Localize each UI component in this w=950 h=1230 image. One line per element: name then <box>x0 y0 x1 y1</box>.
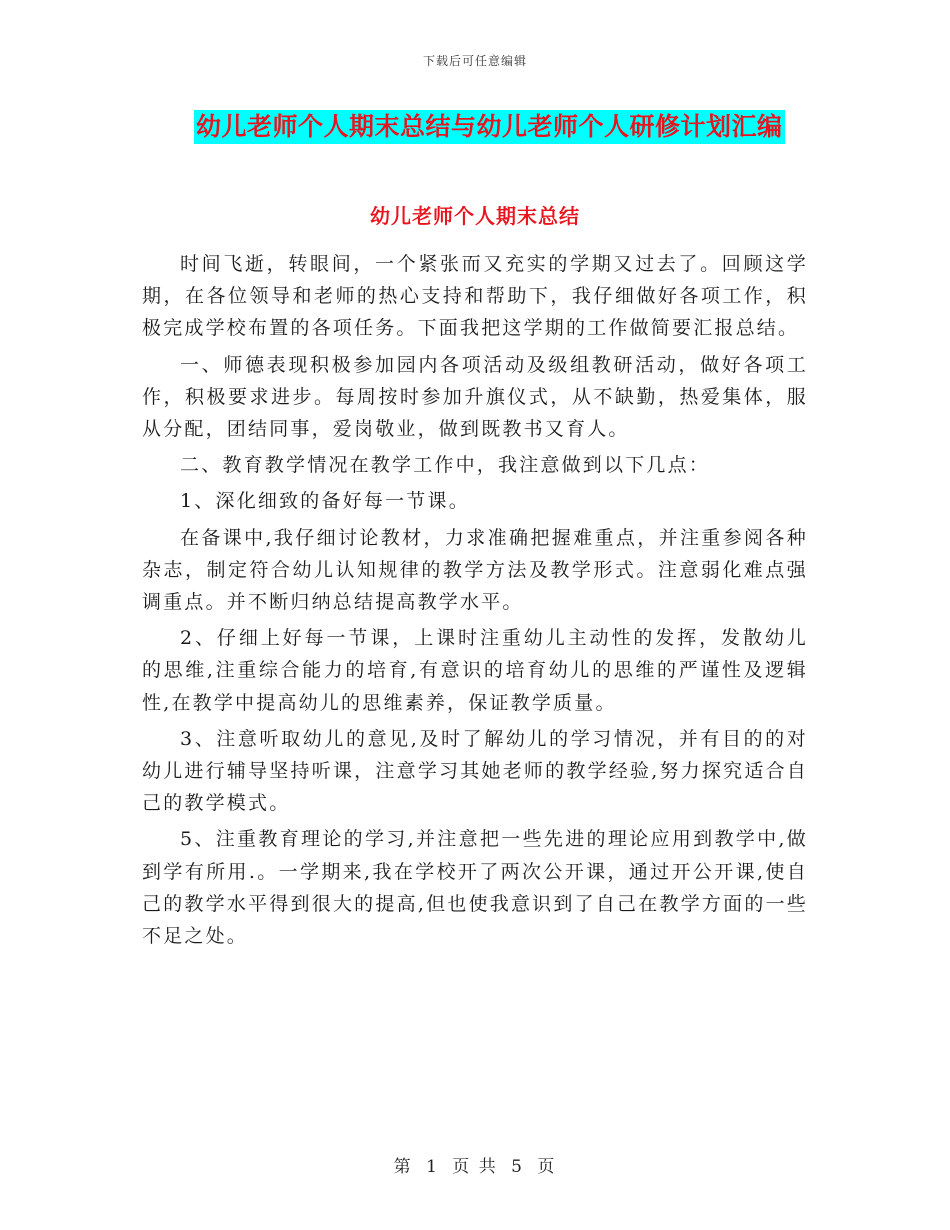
footer-middle: 页 共 <box>452 1157 498 1177</box>
header-note: 下载后可任意编辑 <box>422 54 527 68</box>
footer-suffix: 页 <box>537 1157 557 1177</box>
paragraph-intro: 时间飞逝，转眼间，一个紧张而又充实的学期又过去了。回顾这学期，在各位领导和老师的热心支持和帮助下，我仔细做好各项工作，积极完成学校布置的各项任务。下面我把这学期的工作做简要汇报总结。 <box>142 253 808 340</box>
paragraph-ethics: 一、师德表现积极参加园内各项活动及级组教研活动，做好各项工作，积极要求进步。每周按时参加升旗仪式，从不缺勤，热爱集体，服从分配，团结同事，爱岗敬业，做到既教书又育人。 <box>142 353 808 441</box>
paragraph-point-5: 5、注重教育理论的学习,并注意把一些先进的理论应用到教学中,做到学有所用.。一学期来,我在学校开了两次公开课，通过开公开课,使自己的教学水平得到很大的提高,但也使我意识到了自己在教学方面的一些不足之处。 <box>142 828 808 948</box>
paragraph-point-1: 1、深化细致的备好每一节课。 <box>180 490 470 513</box>
main-title-container <box>194 110 802 144</box>
page-footer <box>0 1152 950 1177</box>
paragraph-point-3: 3、注意听取幼儿的意见,及时了解幼儿的学习情况，并有目的的对幼儿进行辅导坚持听课，注意学习其她老师的教学经验,努力探究适合自己的教学模式。 <box>142 727 808 815</box>
section-title: 幼儿老师个人期末总结 <box>370 204 580 228</box>
paragraph-lesson-prep: 在备课中,我仔细讨论教材，力求准确把握难重点，并注重参阅各种杂志，制定符合幼儿认知规律的教学方法及教学形式。注意弱化难点强调重点。并不断归纳总结提高教学水平。 <box>142 526 808 614</box>
footer-prefix: 第 <box>393 1157 413 1177</box>
paragraph-teaching-heading: 二、教育教学情况在教学工作中，我注意做到以下几点： <box>180 454 711 477</box>
main-title: 幼儿老师个人期末总结与幼儿老师个人研修计划汇编 <box>194 110 785 144</box>
footer-total-pages: 5 <box>511 1157 524 1177</box>
paragraph-point-2: 2、仔细上好每一节课，上课时注重幼儿主动性的发挥，发散幼儿的思维,注重综合能力的培育,有意识的培育幼儿的思维的严谨性及逻辑性,在教学中提高幼儿的思维素养，保证教学质量。 <box>142 627 808 714</box>
body-text <box>142 248 808 956</box>
footer-current-page: 1 <box>426 1157 439 1177</box>
